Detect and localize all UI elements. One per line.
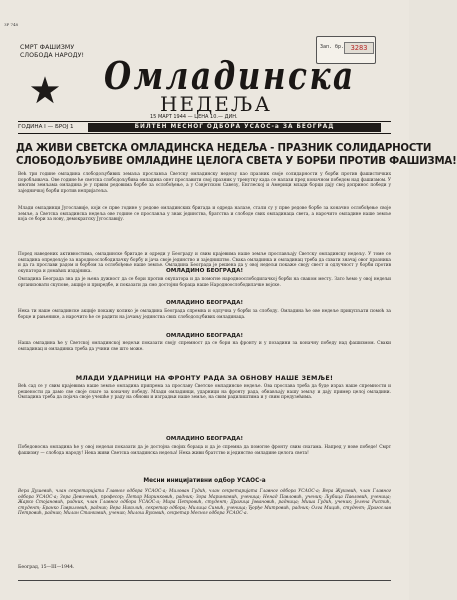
- headline-line-2: СЛОБОДОЉУБИВЕ ОМЛАДИНЕ ЦЕЛОГА СВЕТА У БОРБИ ПРОТИВ ФАШИЗМА!: [16, 156, 457, 167]
- masthead-title: Омладинска: [104, 53, 356, 98]
- paragraph-3: Поред наведених активностима, омладинске бригаде и одреди у Београду и свим крајевима наше земље прослављају Светску омладинску недељу. У томе се омладина опредељује за народноослободилачку борбу и јача своје јединство и заједништво. Свака омладинка и омладинац треба да схвати значај овог празника и да га прослави радом и борбом за ослобођење наше земље. Омладина Београда је решена да у овој недељи покаже своју свест и одлучност у борби против окупатора и домаћих издајника.: [18, 252, 391, 274]
- star-icon: [30, 75, 60, 105]
- section-title-2: ОМЛАДИНО БЕОГРАДА!: [165, 300, 244, 306]
- bulletin-banner: БИЛТЕН МЕСНОГ ОДБОРА УСАОС-а ЗА БЕОГРАД: [88, 123, 381, 132]
- section-title-3: ОМЛАДИНО БЕОГРАДА!: [165, 333, 244, 339]
- paragraph-4: Омладина Београда зна да је њена дужност да се бори против окупатора и да помогне народноослободилачкој борби на сваком месту. Зато ћемо у овој недељи организовати скупове, акције и приредбе, и показати да смо достојни бораца наше Народноослободилачке војске.: [18, 277, 391, 288]
- info-bar: [18, 123, 391, 132]
- section-title-1: ОМЛАДИНО БЕОГРАДА!: [165, 268, 244, 274]
- place-date: Београд, 15—III—1944.: [18, 565, 75, 570]
- main-headline: [16, 142, 457, 168]
- masthead-subtitle: НЕДЕЉА: [160, 92, 272, 116]
- paragraph-5: Нека ти наше омладинске акције покажу колико је омладина Београда спремна и одлучна у борби за слободу. Омладина ће ове недеље прикупљати помоћ за борце и рањенике, а нарочито ће се радити на јачању јединства свих слободољубивих омладинаца.: [18, 309, 391, 320]
- paragraph-2: Млади омладинци Југославије, који се прве године у редове омладинских бригада и одреда налазе, стали су у прве редове борбе за коначно ослобођење своје земље, а Светска омладинска недеља ове године се прославља у знак јединства, братства и слободе свих омладинаца света, а нарочито омладине наше земље која се бори за нову, демократску Југославију.: [18, 206, 391, 223]
- headline-line-1: ДА ЖИВИ СВЕТСКА ОМЛАДИНСКА НЕДЕЉА - ПРАЗНИК СОЛИДАРНОСТИ: [16, 143, 432, 154]
- motto-line-2: СЛОБОДА НАРОДУ!: [20, 52, 85, 59]
- header-rule-top: [18, 121, 391, 122]
- paragraph-8: Победоносна омладина ће у овој недељи показати да је достојна својих бораца и да је спремна да помогне фронту свим снагама. Напред у нове победе! Смрт фашизму — слобода народу! Нека живи Светска омладинска недеља! Нека живи братство и јединство омладине целога света!: [18, 445, 391, 456]
- header-rule-bottom: [18, 133, 391, 134]
- motto: [20, 44, 92, 60]
- footer-rule: [18, 580, 391, 581]
- paragraph-1: Већ три године омладина слободољубивих земаља прославља Светску омладинску недељу као празник своје солидарности у борби против фашистичких поробљивача. Ове године ће светска слободољубива омладина опет прославити свој празник у тренутку када се налази пред коначном победом над фашизмом. У многим земљама омладина је у првим редовима борбе за ослобођење, а у Совјетском Савезу, Енглеској и Америци млади борци дају свој допринос победи у заједничкој борби против непријатеља.: [18, 172, 391, 194]
- stamp-number: 3283: [344, 42, 374, 54]
- paragraph-6: Наша омладина ће у Светској омладинској недељи показати своју спремност да се бори на фронту и у позадини за коначну победу над фашизмом. Сваки омладинац и омладинка треба да учини све што може.: [18, 341, 391, 352]
- issue-date-price: 15 МАРТ 1944 — ЦЕНА 10.— ДИН.: [150, 114, 238, 120]
- archive-number: ЗР 748: [4, 22, 19, 27]
- year-issue: ГОДИНА I — БРОЈ 1: [18, 124, 74, 130]
- section-title-5: ОМЛАДИНО БЕОГРАДА!: [165, 436, 244, 442]
- motto-line-1: СМРТ ФАШИЗМУ: [20, 44, 75, 51]
- paragraph-7: Већ сад се у свим крајевима наше земље омладина припрема за прославу Светске омладинске недеље. Ова прослава треба да буде израз наше спремности и решености да дамо све своје снаге за коначну победу. Млади омладинци, ударници на фронту рада, обнављају нашу земљу и дају пример целој омладини. Омладина треба да појача своје учешће у раду на обнови и изградњи наше земље, на свим радилиштима и у свим предузећима.: [18, 384, 391, 401]
- section-title-4: МЛАДИ УДАРНИЦИ НА ФРОНТУ РАДА ЗА ОБНОВУ НАШЕ ЗЕМЉЕ!: [75, 374, 334, 382]
- committee-members: Вера Душевић, члан секретаријата Главног одбора УСАОС-а; Милован Гудић, члан секретаријата Главног одбора УСАОС-а; Вера Жуковић, члан Главног одбора УСАОС-а; Зора Девичевић, професор; Петар Маринковић, радник; Зора Маринковић, ученица; Ненад Павловић, ученик; Љубица Павловић, ученица; Жарко Стојановић, радник, члан Главног одбора УСАОС-а; Мира Петровић, студент; Драгица Јовановић, радница; Миша Гудић, ученик; Јелена Ристић, студент; Бранко Гавриловић, радник; Вера Николић, секретар одбора; Милица Симић, ученица; Ђорђе Митровић, радник; Олга Мицић, студент; Драгослав Петровић, радник; Милан Станковић, ученик; Милош Вуковић, секретар Месног одбора УСАОС-а.: [18, 489, 391, 517]
- committee-title: Месни иницијативни одбор УСАОС-а: [143, 478, 266, 484]
- stamp-label: Зап. бр.: [320, 44, 345, 50]
